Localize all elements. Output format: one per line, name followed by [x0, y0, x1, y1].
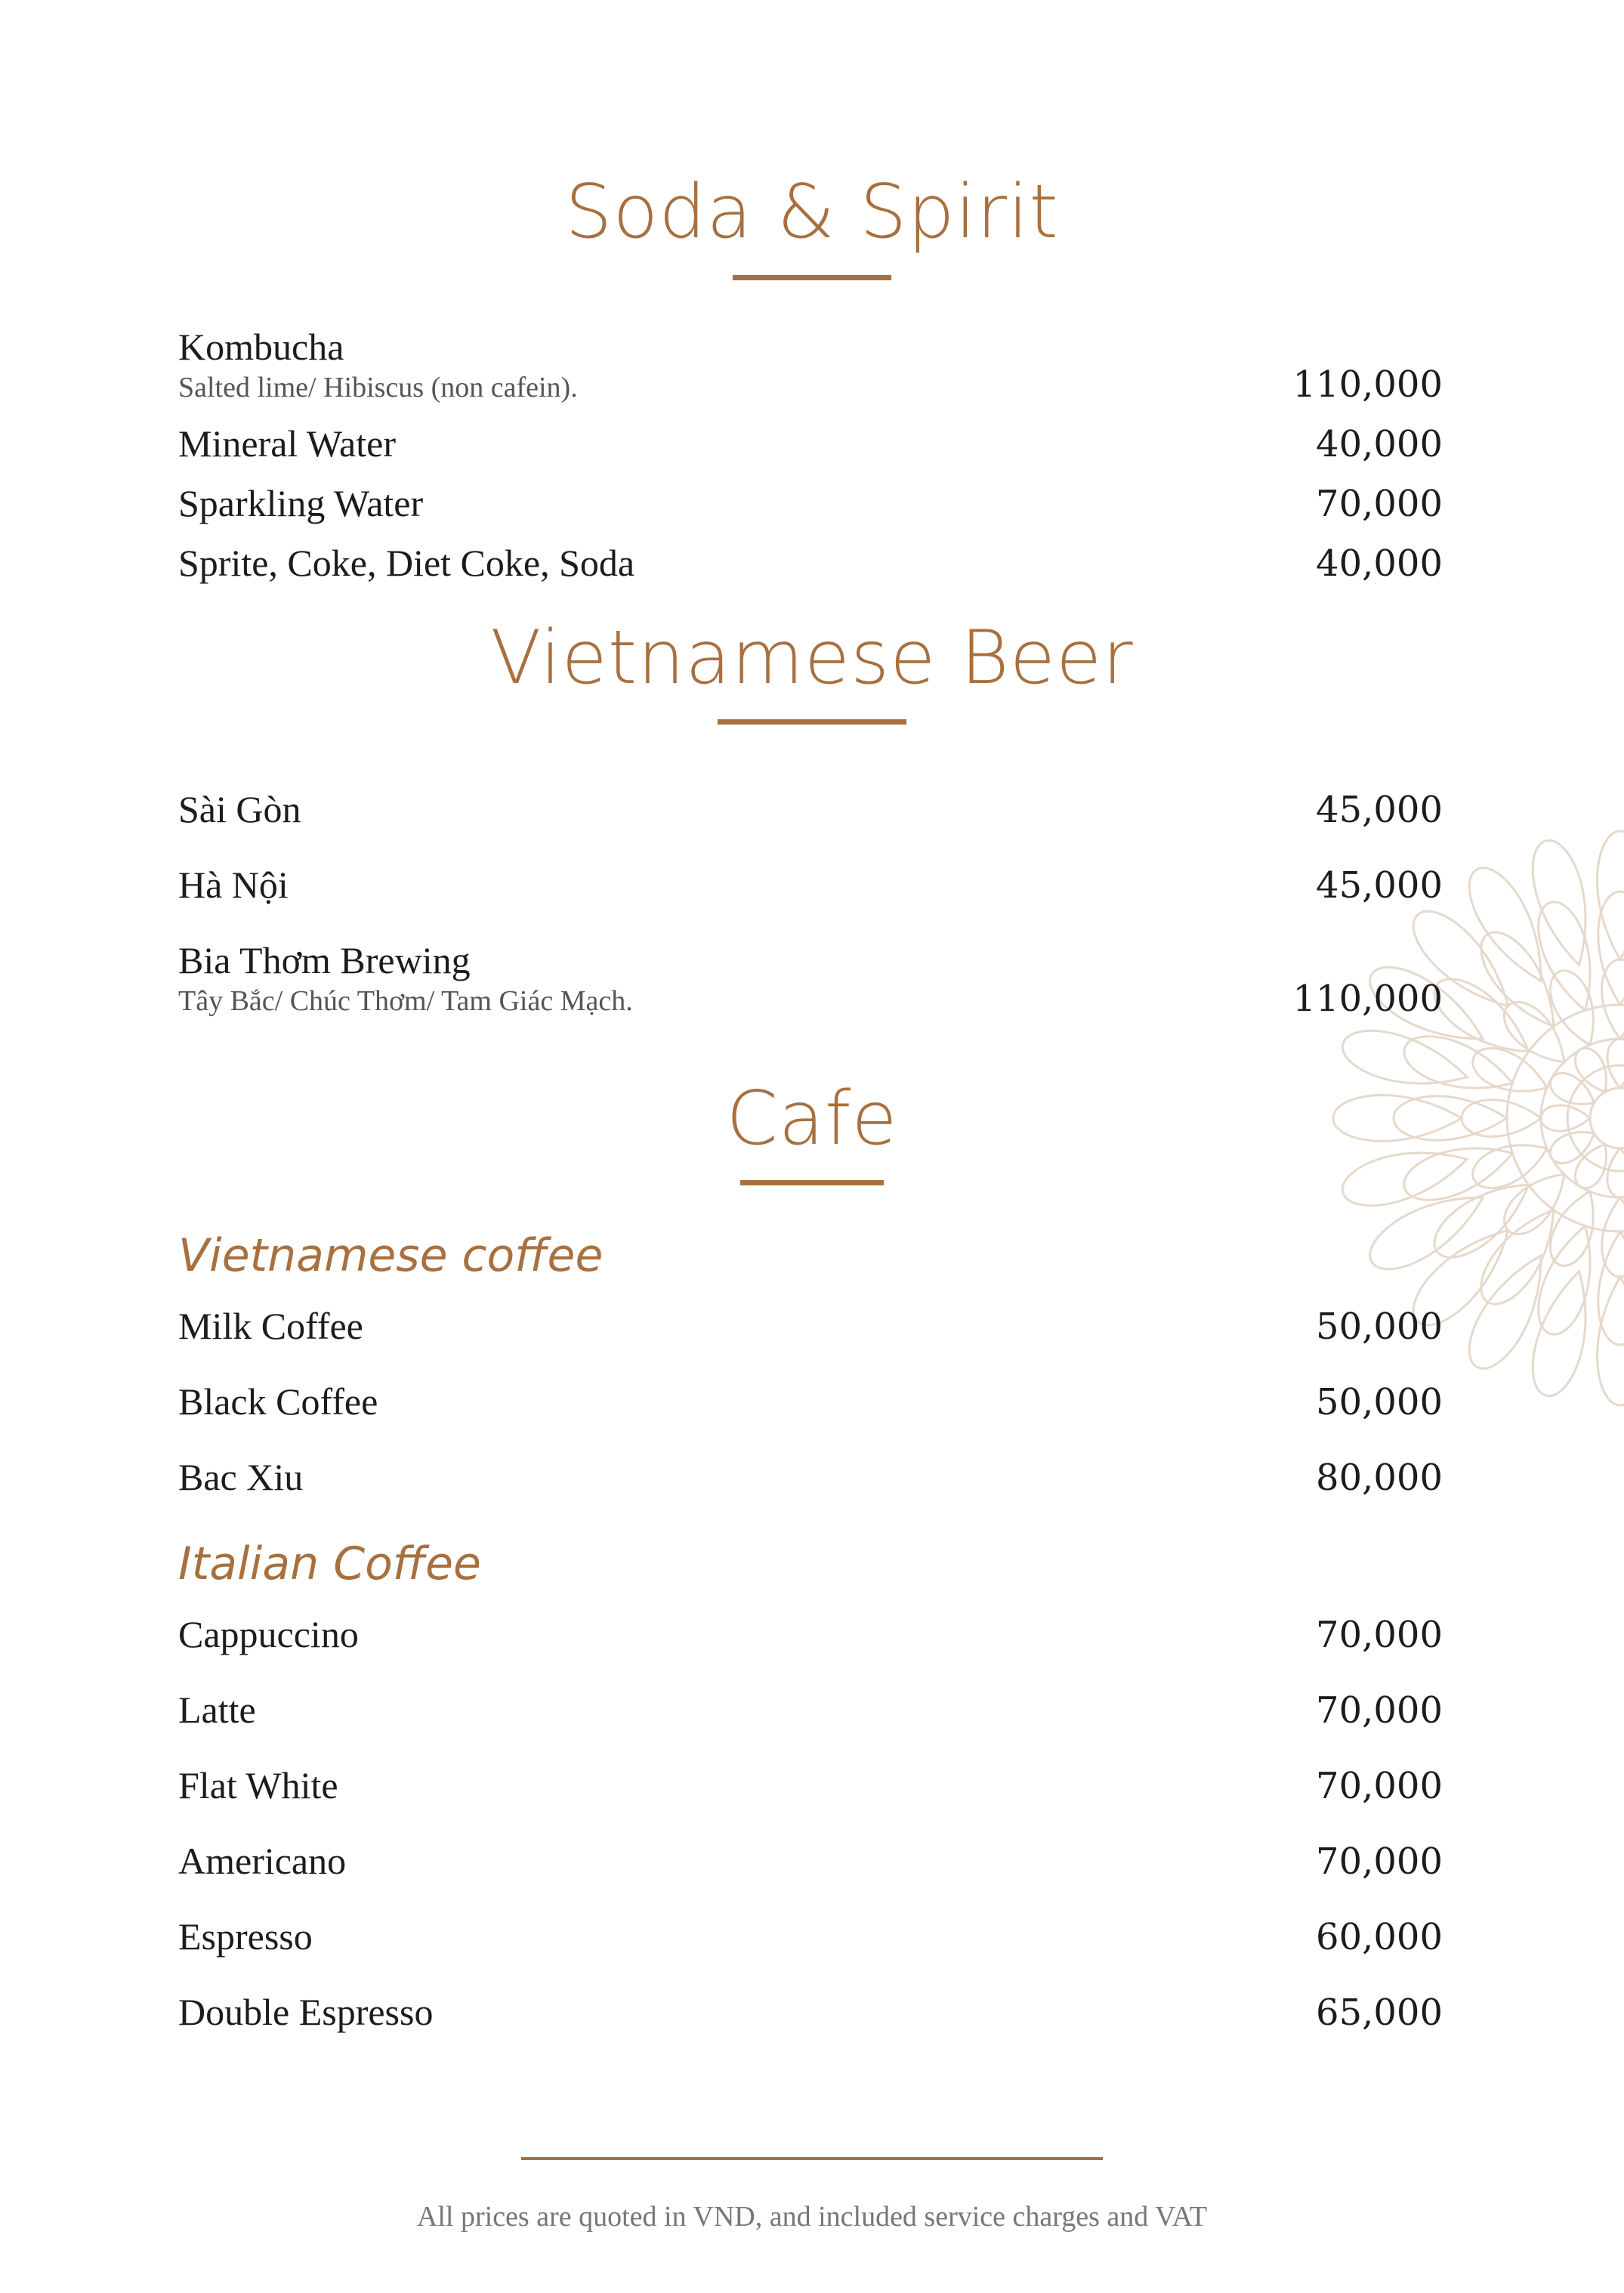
mandala-petal: [1529, 896, 1606, 1018]
menu-item-price: 70,000: [1316, 1689, 1443, 1732]
footer-divider: [521, 2157, 1103, 2160]
footer-note: All prices are quoted in VND, and included service charges and VAT: [416, 2201, 1208, 2233]
menu-item-name: Sparkling Water: [178, 482, 424, 524]
menu-item-name: Double Espresso: [178, 1991, 434, 2033]
menu-item-price: 50,000: [1316, 1381, 1443, 1423]
menu-item-name: Bia Thơm Brewing: [178, 939, 471, 981]
title-underline: [718, 719, 906, 725]
menu-item-name: Black Coffee: [178, 1380, 378, 1423]
menu-item-price: 110,000: [1292, 978, 1443, 1020]
menu-item-price: 45,000: [1316, 864, 1443, 907]
menu-item-price: 70,000: [1316, 1614, 1443, 1656]
menu-item-name: Espresso: [178, 1915, 313, 1958]
section-title-beer: Vietnamese Beer: [490, 615, 1134, 701]
menu-item-price: 70,000: [1316, 1840, 1443, 1883]
mandala-petal: [1469, 922, 1571, 1040]
menu-item-name: Hà Nội: [178, 864, 289, 906]
title-underline: [733, 275, 891, 280]
subheading-italian-coffee: Italian Coffee: [178, 1537, 481, 1590]
section-title-cafe: Cafe: [726, 1076, 898, 1162]
menu-item-name: Bac Xiu: [178, 1456, 304, 1498]
menu-item-price: 70,000: [1316, 1765, 1443, 1807]
section-title-soda: Soda & Spirit: [565, 169, 1059, 255]
menu-item-price: 50,000: [1316, 1306, 1443, 1348]
menu-item-name: Flat White: [178, 1764, 338, 1806]
mandala-petal: [1469, 1197, 1571, 1315]
menu-item-name: Mineral Water: [178, 422, 396, 465]
menu-item-name: Americano: [178, 1840, 347, 1882]
menu-item-name: Sprite, Coke, Diet Coke, Soda: [178, 542, 635, 584]
mandala-petal: [1457, 1244, 1561, 1379]
menu-item-description: Tây Bắc/ Chúc Thơm/ Tam Giác Mạch.: [178, 985, 633, 1017]
menu-item-price: 70,000: [1316, 483, 1443, 525]
menu-item-price: 80,000: [1316, 1457, 1443, 1499]
menu-item-price: 110,000: [1292, 363, 1443, 406]
mandala-petal: [1424, 1167, 1542, 1269]
menu-item-name: Latte: [178, 1689, 256, 1731]
menu-item-name: Cappuccino: [178, 1613, 359, 1655]
menu-item-price: 65,000: [1316, 1992, 1443, 2034]
title-underline: [740, 1180, 884, 1185]
mandala-petal: [1524, 1265, 1601, 1401]
mandala-petal: [1607, 1039, 1624, 1088]
mandala-petal: [1457, 858, 1561, 993]
menu-item-price: 40,000: [1316, 542, 1443, 585]
subheading-vietnamese-coffee: Vietnamese coffee: [178, 1229, 604, 1282]
mandala-petal: [1360, 1178, 1495, 1282]
menu-item-name: Kombucha: [178, 326, 344, 368]
mandala-petal: [1524, 835, 1601, 971]
menu-item-price: 40,000: [1316, 423, 1443, 465]
menu-item-name: Sài Gòn: [178, 788, 301, 830]
mandala-petal: [1529, 1219, 1606, 1341]
menu-item-price: 45,000: [1316, 789, 1443, 831]
menu-item-name: Milk Coffee: [178, 1305, 363, 1347]
menu-item-price: 60,000: [1316, 1916, 1443, 1958]
menu-item-description: Salted lime/ Hibiscus (non cafein).: [178, 372, 578, 403]
